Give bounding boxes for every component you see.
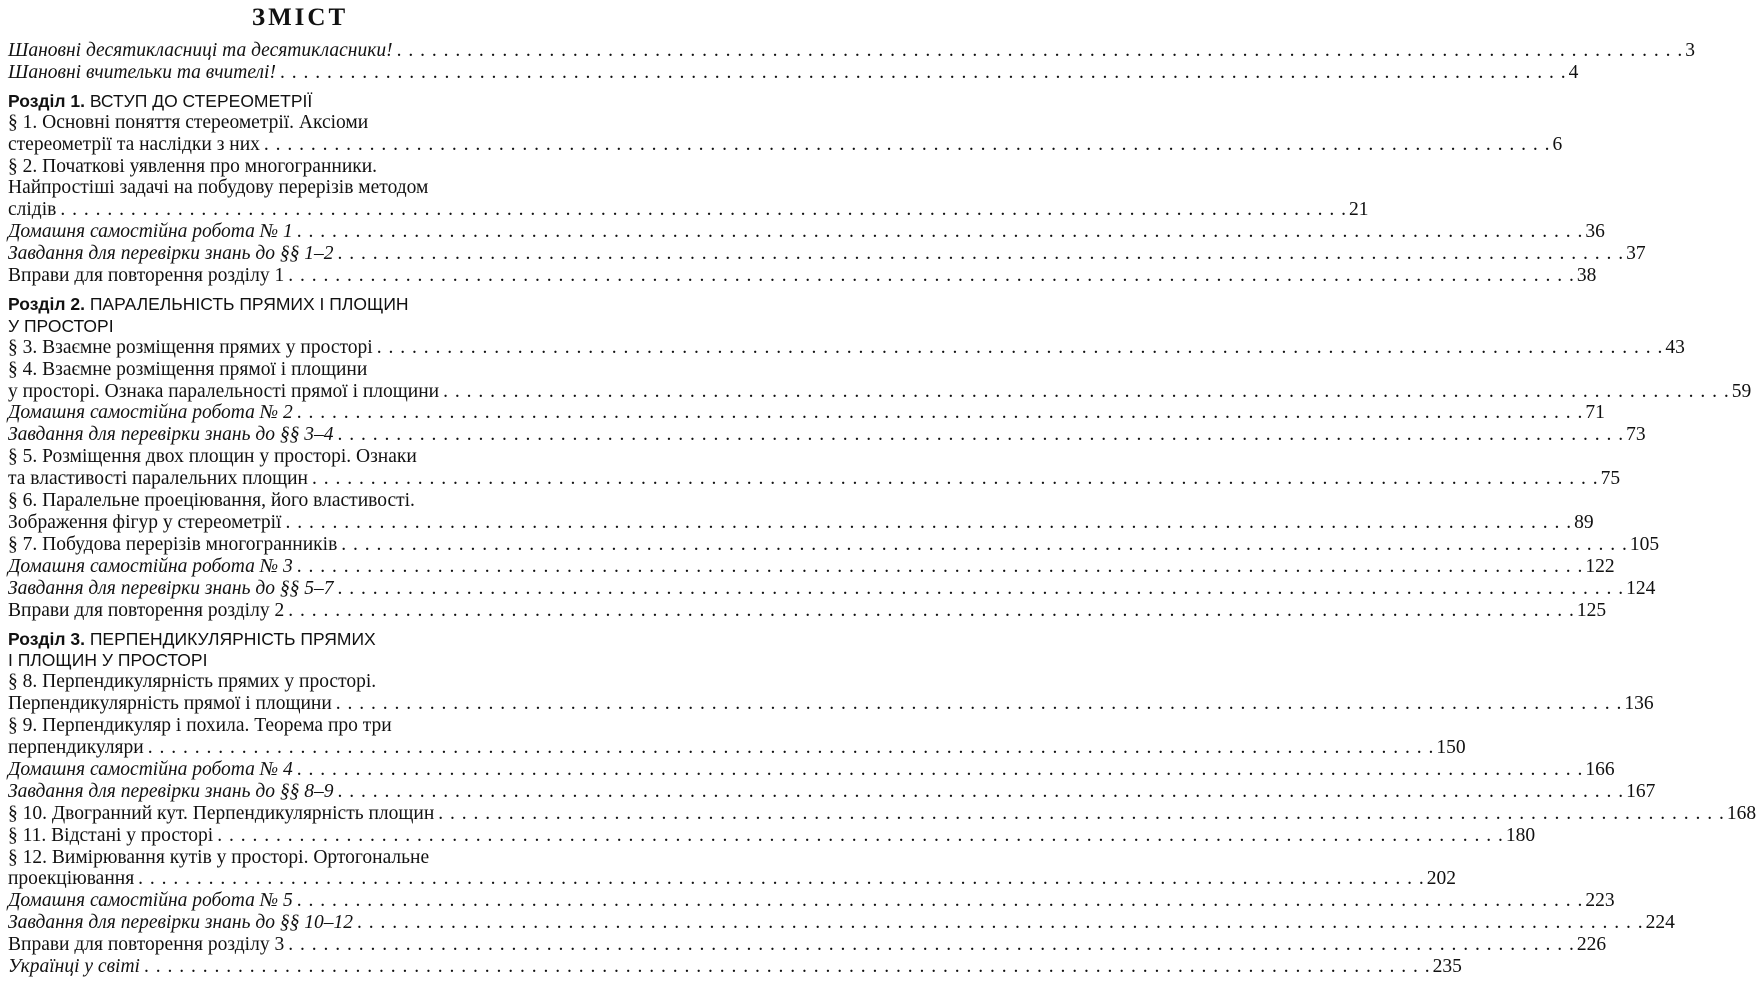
toc-entry-text: § 3. Взаємне розміщення прямих у просторі — [8, 337, 373, 358]
toc-entry-page: 4 — [1568, 62, 1579, 83]
leader-dots — [297, 759, 1584, 781]
leader-dots — [288, 265, 1575, 287]
toc-entry-text: § 2. Початкові уявлення про многогранники. — [8, 156, 378, 177]
toc-entry-text: Домашня самостійна робота № 4 — [8, 759, 293, 780]
toc-entry[interactable] — [8, 912, 1675, 934]
toc-entry-text: Завдання для перевірки знань до §§ 8–9 — [8, 781, 334, 802]
toc-entry-text: § 4. Взаємне розміщення прямої і площини — [8, 359, 368, 380]
section-heading-3-cont — [8, 649, 596, 671]
leader-dots — [280, 62, 1567, 84]
toc-entry[interactable] — [8, 600, 1607, 622]
toc-entry[interactable] — [8, 265, 1597, 287]
toc-entry-page: 202 — [1426, 868, 1457, 889]
toc-entry-text: Шановні десятикласниці та десятикласники! — [8, 40, 393, 61]
toc-entry-page: 224 — [1645, 912, 1675, 933]
toc-entry[interactable] — [8, 890, 1615, 912]
section-heading-3 — [8, 628, 596, 650]
toc-entry[interactable] — [8, 221, 1605, 243]
toc-entry[interactable] — [8, 825, 1536, 847]
section-heading-2-cont — [8, 315, 596, 337]
leader-dots — [60, 199, 1347, 221]
toc-entry-text: § 8. Перпендикулярність прямих у просторі. — [8, 671, 377, 692]
leader-dots — [285, 512, 1572, 534]
leader-dots — [144, 956, 1431, 978]
toc-entry[interactable] — [8, 759, 1615, 781]
toc-entry-page: 235 — [1432, 956, 1462, 977]
section-title-continued: У ПРОСТОРІ — [8, 316, 114, 336]
toc-entry-page: 125 — [1576, 600, 1607, 621]
toc-entry[interactable] — [8, 177, 596, 199]
toc-entry-page: 3 — [1685, 40, 1695, 61]
toc-entry[interactable] — [8, 803, 1756, 825]
leader-dots — [397, 40, 1684, 62]
leader-dots — [357, 912, 1644, 934]
section-heading-2 — [8, 293, 596, 315]
leader-dots — [377, 337, 1664, 359]
leader-dots — [264, 134, 1551, 156]
toc-entry-text: та властивості паралельних площин — [8, 468, 308, 489]
toc-entry-page: 59 — [1731, 381, 1752, 402]
leader-dots — [336, 693, 1623, 715]
toc-entry-front-students[interactable] — [8, 40, 1695, 62]
toc-entry[interactable] — [8, 112, 596, 134]
toc-entry-page: 105 — [1629, 534, 1660, 555]
leader-dots — [337, 578, 1624, 600]
toc-entry-text: Домашня самостійна робота № 1 — [8, 221, 293, 242]
toc-entry[interactable] — [8, 868, 1457, 890]
toc-entry-text: проекціювання — [8, 868, 135, 889]
toc-entry-text: Домашня самостійна робота № 3 — [8, 556, 293, 577]
toc-entry[interactable] — [8, 243, 1646, 265]
leader-dots — [288, 934, 1575, 956]
leader-dots — [297, 556, 1584, 578]
leader-dots — [443, 381, 1730, 403]
toc-entry[interactable] — [8, 578, 1656, 600]
toc-entry-page: 38 — [1576, 265, 1597, 286]
leader-dots — [288, 600, 1575, 622]
toc-entry[interactable] — [8, 446, 596, 468]
toc-entry[interactable] — [8, 737, 1466, 759]
toc-entry[interactable] — [8, 337, 1685, 359]
toc-entry-front-teachers[interactable] — [8, 62, 1579, 84]
toc-entry-text: стереометрії та наслідки з них — [8, 134, 260, 155]
toc-entry[interactable] — [8, 402, 1605, 424]
section-title-continued: І ПЛОЩИН У ПРОСТОРІ — [8, 650, 208, 670]
toc-entry-text: Завдання для перевірки знань до §§ 3–4 — [8, 424, 334, 445]
toc-entry[interactable] — [8, 556, 1615, 578]
toc-entry-text: Шановні вчительки та вчителі! — [8, 62, 276, 83]
toc-entry-text: Найпростіші задачі на побудову перерізів методом — [8, 177, 429, 198]
section-prefix: Розділ 1. — [8, 91, 85, 111]
toc-entry-page: 43 — [1665, 337, 1685, 358]
toc-entry-page: 71 — [1585, 402, 1605, 423]
leader-dots — [297, 221, 1584, 243]
toc-entry-page: 37 — [1626, 243, 1646, 264]
page-title: ЗМІСТ — [251, 4, 349, 31]
toc-entry-page: 89 — [1574, 512, 1594, 533]
section-title: ПАРАЛЕЛЬНІСТЬ ПРЯМИХ І ПЛОЩИН — [89, 294, 409, 314]
toc-entry[interactable] — [8, 693, 1654, 715]
toc-entry-page: 180 — [1505, 825, 1536, 846]
leader-dots — [337, 424, 1624, 446]
toc-entry-page: 167 — [1626, 781, 1656, 802]
toc-entry[interactable] — [8, 134, 1563, 156]
toc-entry-page: 136 — [1624, 693, 1654, 714]
toc-entry-page: 6 — [1552, 134, 1563, 155]
leader-dots — [217, 825, 1504, 847]
toc-entry[interactable] — [8, 781, 1656, 803]
leader-dots — [138, 868, 1425, 890]
toc-entry[interactable] — [8, 381, 1752, 403]
leader-dots — [337, 781, 1624, 803]
toc-entry-text: § 9. Перпендикуляр і похила. Теорема про три — [8, 715, 392, 736]
toc-entry[interactable] — [8, 534, 1660, 556]
toc-entry-text: Завдання для перевірки знань до §§ 1–2 — [8, 243, 334, 264]
leader-dots — [297, 402, 1584, 424]
leader-dots — [438, 803, 1725, 825]
toc-entry-page: 226 — [1576, 934, 1607, 955]
toc-entry-text: § 1. Основні поняття стереометрії. Аксіоми — [8, 112, 369, 133]
toc-entry-page: 75 — [1600, 468, 1621, 489]
toc-entry-text: Вправи для повторення розділу 1 — [8, 265, 285, 286]
toc-entry-text: у просторі. Ознака паралельності прямої і площини — [8, 381, 440, 402]
toc-entry-text: Завдання для перевірки знань до §§ 5–7 — [8, 578, 334, 599]
section-prefix: Розділ 3. — [8, 629, 85, 649]
toc-entry-text: § 5. Розміщення двох площин у просторі. Ознаки — [8, 446, 417, 467]
section-title: ПЕРПЕНДИКУЛЯРНІСТЬ ПРЯМИХ — [89, 629, 376, 649]
section-heading-1 — [8, 90, 596, 112]
toc-entry[interactable] — [8, 671, 596, 693]
toc-entry-text: § 7. Побудова перерізів многогранників — [8, 534, 338, 555]
toc-entry-text: Українці у світі — [8, 956, 140, 977]
toc-entry[interactable] — [8, 512, 1594, 534]
leader-dots — [312, 468, 1599, 490]
toc-entry[interactable] — [8, 956, 1462, 978]
leader-dots — [337, 243, 1624, 265]
toc-entry-page: 21 — [1348, 199, 1369, 220]
toc-entry[interactable] — [8, 156, 596, 178]
toc-entry[interactable] — [8, 490, 596, 512]
toc-entry-text: Завдання для перевірки знань до §§ 10–12 — [8, 912, 353, 933]
toc-entry-page: 36 — [1585, 221, 1605, 242]
toc-entry[interactable] — [8, 847, 596, 869]
toc-entry-text: Домашня самостійна робота № 2 — [8, 402, 293, 423]
toc-entry-page: 166 — [1585, 759, 1615, 780]
toc-entry-page: 73 — [1626, 424, 1646, 445]
leader-dots — [341, 534, 1628, 556]
toc-entry-text: § 6. Паралельне проеціювання, його властивості. — [8, 490, 415, 511]
toc-entry-page: 150 — [1436, 737, 1466, 758]
toc-entry[interactable] — [8, 468, 1621, 490]
toc-entry[interactable] — [8, 934, 1607, 956]
toc-entry-page: 223 — [1585, 890, 1615, 911]
toc-entry[interactable] — [8, 199, 1369, 221]
toc-entry-text: Вправи для повторення розділу 3 — [8, 934, 285, 955]
toc-entry-page: 168 — [1726, 803, 1756, 824]
toc-entry-text: Домашня самостійна робота № 5 — [8, 890, 293, 911]
toc-entry-text: § 10. Двогранний кут. Перпендикулярність площин — [8, 803, 435, 824]
section-title: ВСТУП ДО СТЕРЕОМЕТРІЇ — [89, 91, 313, 111]
leader-dots — [148, 737, 1435, 759]
toc-entry-text: слідів — [8, 199, 57, 220]
toc-entry-text: Зображення фігур у стереометрії — [8, 512, 282, 533]
leader-dots — [297, 890, 1584, 912]
toc-entry-page: 122 — [1585, 556, 1615, 577]
toc-entry[interactable] — [8, 715, 596, 737]
toc-entry-text: перпендикуляри — [8, 737, 144, 758]
toc-entry[interactable] — [8, 359, 596, 381]
toc-entry-text: § 11. Відстані у просторі — [8, 825, 214, 846]
toc-entry-text: Вправи для повторення розділу 2 — [8, 600, 285, 621]
toc-entry-page: 124 — [1626, 578, 1656, 599]
toc-entry-text: § 12. Вимірювання кутів у просторі. Ортогональне — [8, 847, 430, 868]
toc-entry-text: Перпендикулярність прямої і площини — [8, 693, 332, 714]
section-prefix: Розділ 2. — [8, 294, 85, 314]
toc-entry[interactable] — [8, 424, 1646, 446]
